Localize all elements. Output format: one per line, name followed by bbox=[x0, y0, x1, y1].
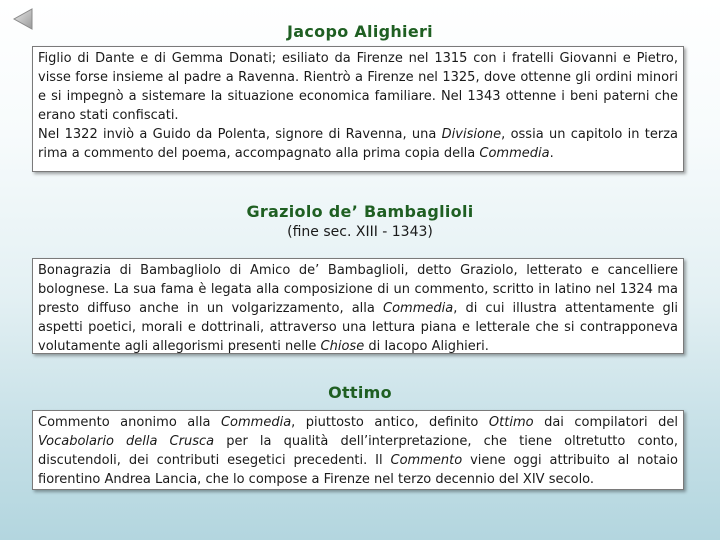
bio-box-graziolo bbox=[32, 258, 684, 354]
section-title-ottimo: Ottimo bbox=[328, 383, 392, 402]
section-title-graziolo: Graziolo de’ Bambaglioli bbox=[246, 202, 474, 221]
bio-paragraph: Nel 1322 inviò a Guido da Polenta, signore di Ravenna, una Divisione, ossia un capitolo in terza rima a commento del poema, accompagnato alla prima copia della Commedia. bbox=[38, 127, 678, 161]
bio-paragraph: Bonagrazia di Bambagliolo di Amico de’ Bambaglioli, detto Graziolo, letterato e cancelliere bolognese. La sua fama è legata alla composizione di un commento, scritto in latino nel 1324 ma presto diffuso anche in un volgarizzamento, alla Commedia, di cui illustra attentamente gli aspetti poetici, morali e dottrinali, attraverso una lettura piana e letterale che si contrapponeva volutamente agli allegorismi presenti nelle Chiose di Iacopo Alighieri. bbox=[38, 263, 678, 354]
section-subtitle-dates: (fine sec. XIII - 1343) bbox=[287, 224, 433, 240]
section-title-jacopo-alighieri: Jacopo Alighieri bbox=[287, 22, 433, 41]
bio-box-jacopo-alighieri bbox=[32, 46, 684, 172]
bio-box-ottimo bbox=[32, 410, 684, 490]
bio-paragraph: Commento anonimo alla Commedia, piuttosto antico, definito Ottimo dai compilatori del Vocabolario della Crusca per la qualità dell’interpretazione, che tiene oltretutto conto, discutendoli, dei contributi esegetici precedenti. Il Commento viene oggi attribuito al notaio fiorentino Andrea Lancia, che lo compose a Firenze nel terzo decennio del XIV secolo. bbox=[38, 415, 678, 487]
bio-paragraph: Figlio di Dante e di Gemma Donati; esiliato da Firenze nel 1315 con i fratelli Giovanni e Pietro, visse forse insieme al padre a Ravenna. Rientrò a Firenze nel 1325, dove ottenne gli ordini minori e si impegnò a sistemare la situazione economica familiare. Nel 1343 ottenne i beni paterni che erano stati confiscati. bbox=[38, 51, 678, 123]
